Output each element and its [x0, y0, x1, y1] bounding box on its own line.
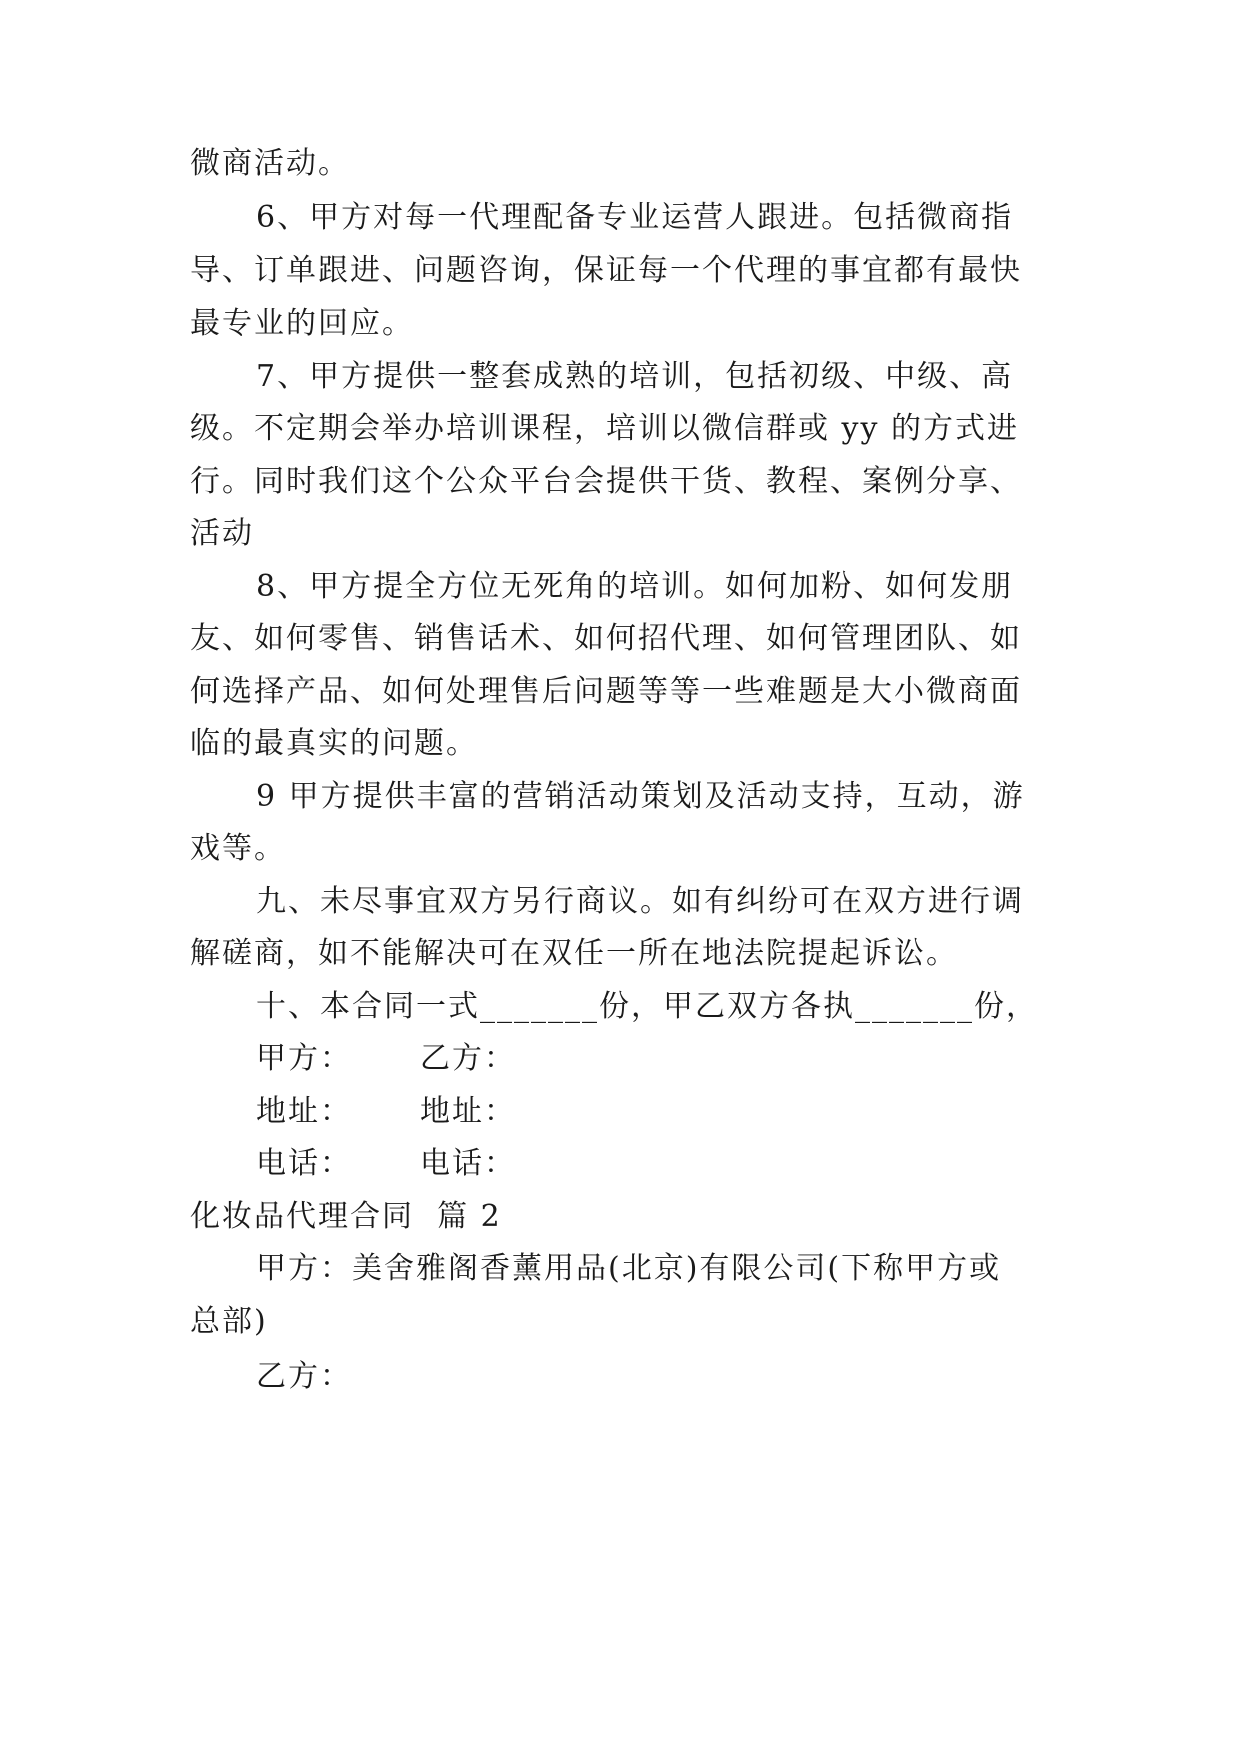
paragraph-line: 乙方：	[256, 1359, 352, 1394]
paragraph-line: 甲方：美舍雅阁香薰用品(北京)有限公司(下称甲方或	[256, 1251, 1002, 1286]
paragraph-line: 6、甲方对每一代理配备专业运营人跟进。包括微商指	[256, 200, 1014, 235]
paragraph-line: 何选择产品、如何处理售后问题等等一些难题是大小微商面	[190, 674, 1022, 709]
paragraph-line: 行。同时我们这个公众平台会提供干货、教程、案例分享、	[190, 464, 1022, 499]
paragraph-line: 级。不定期会举办培训课程，培训以微信群或 yy 的方式进	[190, 411, 1019, 446]
paragraph-line: 解磋商，如不能解决可在双任一所在地法院提起诉讼。	[190, 936, 958, 971]
paragraph-line: 活动	[190, 516, 254, 551]
paragraph-line: 总部)	[190, 1304, 268, 1339]
paragraph-line: 九、未尽事宜双方另行商议。如有纠纷可在双方进行调	[256, 884, 1024, 919]
paragraph-line: 8、甲方提全方位无死角的培训。如何加粉、如何发朋	[256, 569, 1014, 604]
signature-phone-b-label: 电话：	[420, 1146, 516, 1181]
paragraph-line: 十、本合同一式_______份，甲乙双方各执_______份，	[256, 989, 1038, 1024]
signature-address-b-label: 地址：	[420, 1094, 516, 1129]
section-title: 化妆品代理合同 篇 2	[190, 1199, 502, 1234]
signature-address-a-label: 地址：	[256, 1094, 352, 1129]
signature-party-a-label: 甲方：	[256, 1041, 352, 1076]
paragraph-line: 9 甲方提供丰富的营销活动策划及活动支持，互动，游	[256, 779, 1025, 814]
paragraph-line: 导、订单跟进、问题咨询，保证每一个代理的事宜都有最快	[190, 253, 1022, 288]
paragraph-line: 最专业的回应。	[190, 306, 414, 341]
signature-party-b-label: 乙方：	[420, 1041, 516, 1076]
paragraph-line: 友、如何零售、销售话术、如何招代理、如何管理团队、如	[190, 621, 1022, 656]
paragraph-line: 戏等。	[190, 831, 286, 866]
paragraph-line: 临的最真实的问题。	[190, 726, 478, 761]
signature-phone-a-label: 电话：	[256, 1146, 352, 1181]
paragraph-line: 7、甲方提供一整套成熟的培训，包括初级、中级、高	[256, 359, 1014, 394]
paragraph-line: 微商活动。	[190, 146, 350, 181]
